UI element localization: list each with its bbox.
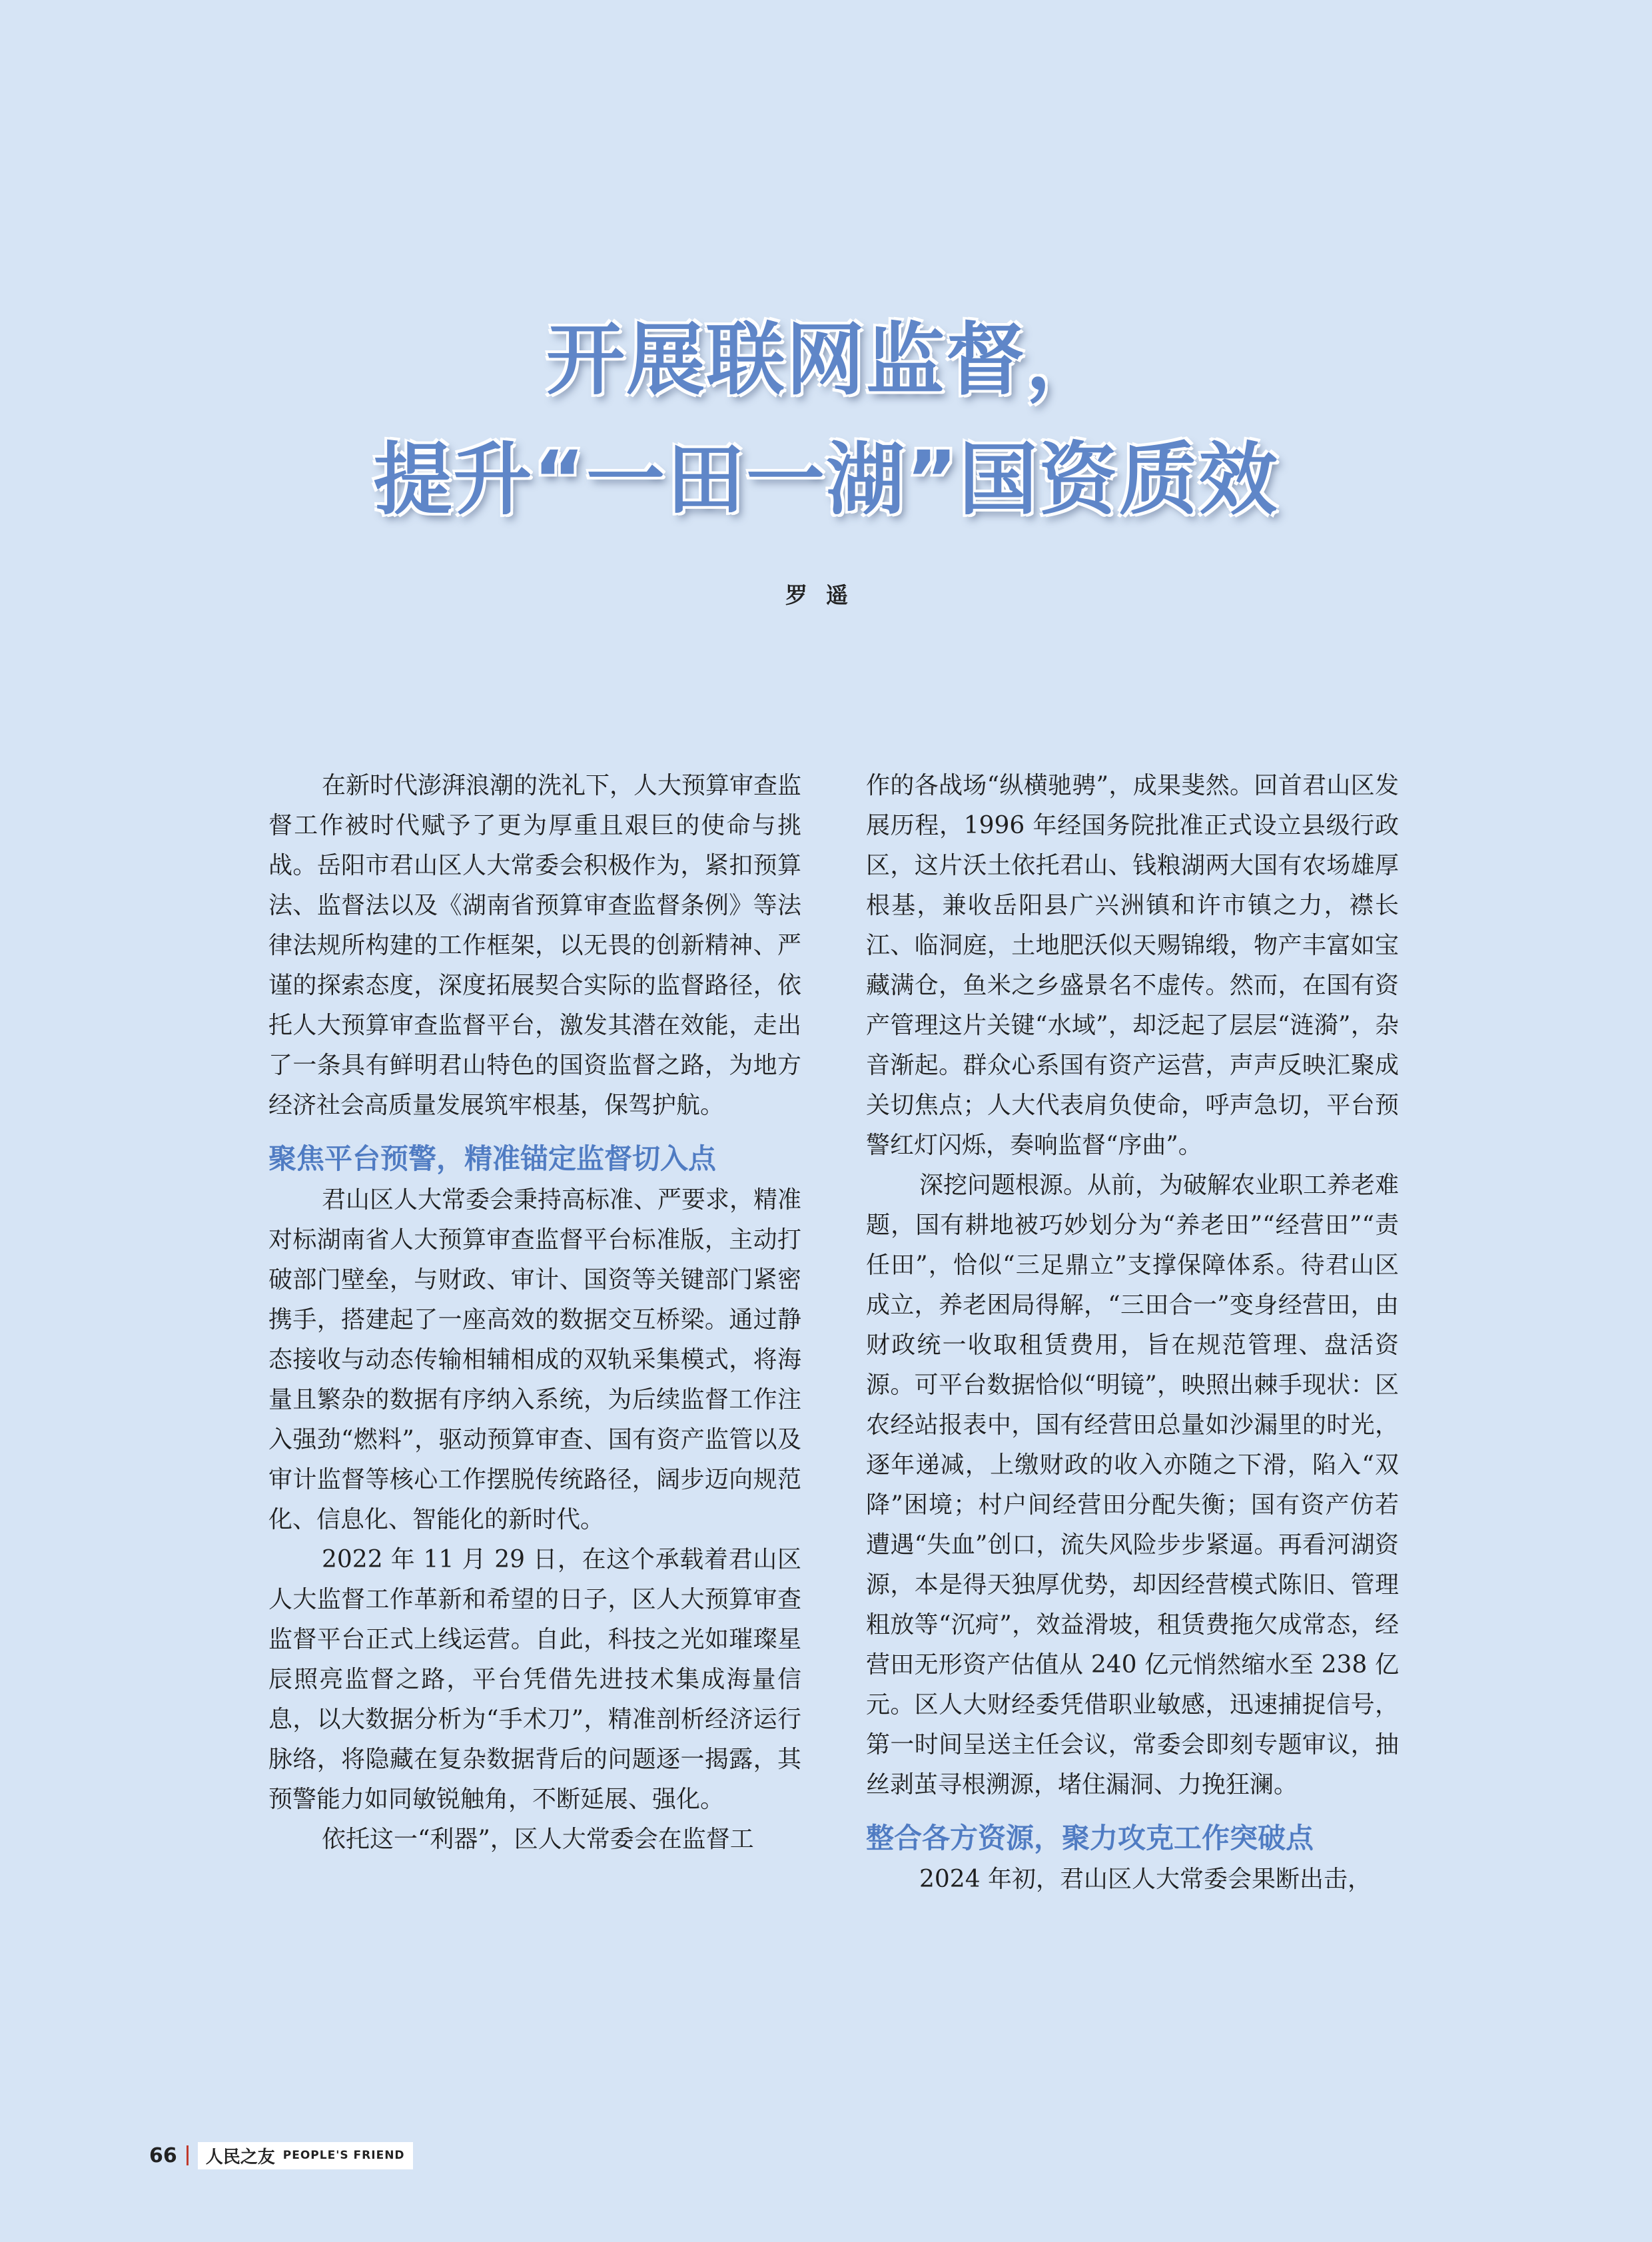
intro-paragraph: 在新时代澎湃浪潮的洗礼下，人大预算审查监督工作被时代赋予了更为厚重且艰巨的使命与挑战。岳阳市君山区人大常委会积极作为，紧扣预算法、监督法以及《湖南省预算审查监督条例》等法律法规所构建的工作框架，以无畏的创新精神、严谨的探索态度，深度拓展契合实际的监督路径，依托人大预算审查监督平台，激发其潜在效能，走出了一条具有鲜明君山特色的国资监督之路，为地方经济社会高质量发展筑牢根基，保驾护航。 xyxy=(268,772,802,1119)
article-title-line-2: 提升“一田一湖”国资质效 xyxy=(373,434,1279,526)
author: 罗遥 xyxy=(785,582,867,608)
section-heading-1: 聚焦平台预警，精准锚定监督切入点 xyxy=(268,1142,717,1175)
article-title-line-1: 开展联网监督， xyxy=(546,314,1106,406)
page-footer xyxy=(149,2142,413,2169)
footer-divider xyxy=(187,2145,189,2165)
body-paragraph-continued: 作的各战场“纵横驰骋”，成果斐然。回首君山区发展历程，1996 年经国务院批准正式设立县级行政区，这片沃土依托君山、钱粮湖两大国有农场雄厚根基，兼收岳阳县广兴洲镇和许市镇之力，襟长江、临洞庭，土地肥沃似天赐锦缎，物产丰富如宝藏满仓，鱼米之乡盛景名不虚传。然而，在国有资产管理这片关键“水域”，却泛起了层层“涟漪”，杂音渐起。群众心系国有资产运营，声声反映汇聚成关切焦点；人大代表肩负使命，呼声急切，平台预警红灯闪烁，奏响监督“序曲”。 xyxy=(866,772,1399,1159)
page-number: 66 xyxy=(149,2143,177,2167)
right-column xyxy=(866,766,1399,1900)
body-paragraph: 深挖问题根源。从前，为破解农业职工养老难题，国有耕地被巧妙划分为“养老田”“经营田”“责任田”，恰似“三足鼎立”支撑保障体系。待君山区成立，养老困局得解，“三田合一”变身经营田，由财政统一收取租赁费用，旨在规范管理、盘活资源。可平台数据恰似“明镜”，映照出棘手现状：区农经站报表中，国有经营田总量如沙漏里的时光，逐年递减，上缴财政的收入亦随之下滑，陷入“双降”困境；村户间经营田分配失衡；国有资产仿若遭遇“失血”创口，流失风险步步紧逼。再看河湖资源，本是得天独厚优势，却因经营模式陈旧、管理粗放等“沉疴”，效益滑坡，租赁费拖欠成常态，经营田无形资产估值从 240 亿元悄然缩水至 238 亿元。区人大财经委凭借职业敏感，迅速捕捉信号，第一时间呈送主任会议，常委会即刻专题审议，抽丝剥茧寻根溯源，堵住漏洞、力挽狂澜。 xyxy=(866,1172,1400,1798)
magazine-name-band xyxy=(198,2142,413,2169)
section-heading-2: 整合各方资源，聚力攻克工作突破点 xyxy=(866,1822,1314,1854)
body-paragraph: 2024 年初，君山区人大常委会果断出击， xyxy=(919,1866,1372,1893)
body-paragraph: 君山区人大常委会秉持高标准、严要求，精准对标湖南省人大预算审查监督平台标准版，主动打破部门壁垒，与财政、审计、国资等关键部门紧密携手，搭建起了一座高效的数据交互桥梁。通过静态接收与动态传输相辅相成的双轨采集模式，将海量且繁杂的数据有序纳入系统，为后续监督工作注入强劲“燃料”，驱动预算审查、国有资产监管以及审计监督等核心工作摆脱传统路径，阔步迈向规范化、信息化、智能化的新时代。 xyxy=(268,1186,802,1533)
magazine-name-en: PEOPLE'S FRIEND xyxy=(282,2149,405,2162)
left-column xyxy=(268,766,801,1860)
magazine-name-cn: 人民之友 xyxy=(205,2147,275,2167)
body-paragraph: 2022 年 11 月 29 日，在这个承载着君山区人大监督工作革新和希望的日子，区人大预算审查监督平台正式上线运营。自此，科技之光如璀璨星辰照亮监督之路，平台凭借先进技术集成海量信息，以大数据分析为“手术刀”，精准剖析经济运行脉络，将隐藏在复杂数据背后的问题逐一揭露，其预警能力如同敏锐触角，不断延展、强化。 xyxy=(268,1546,801,1813)
body-paragraph: 依托这一“利器”，区人大常委会在监督工 xyxy=(322,1826,754,1853)
